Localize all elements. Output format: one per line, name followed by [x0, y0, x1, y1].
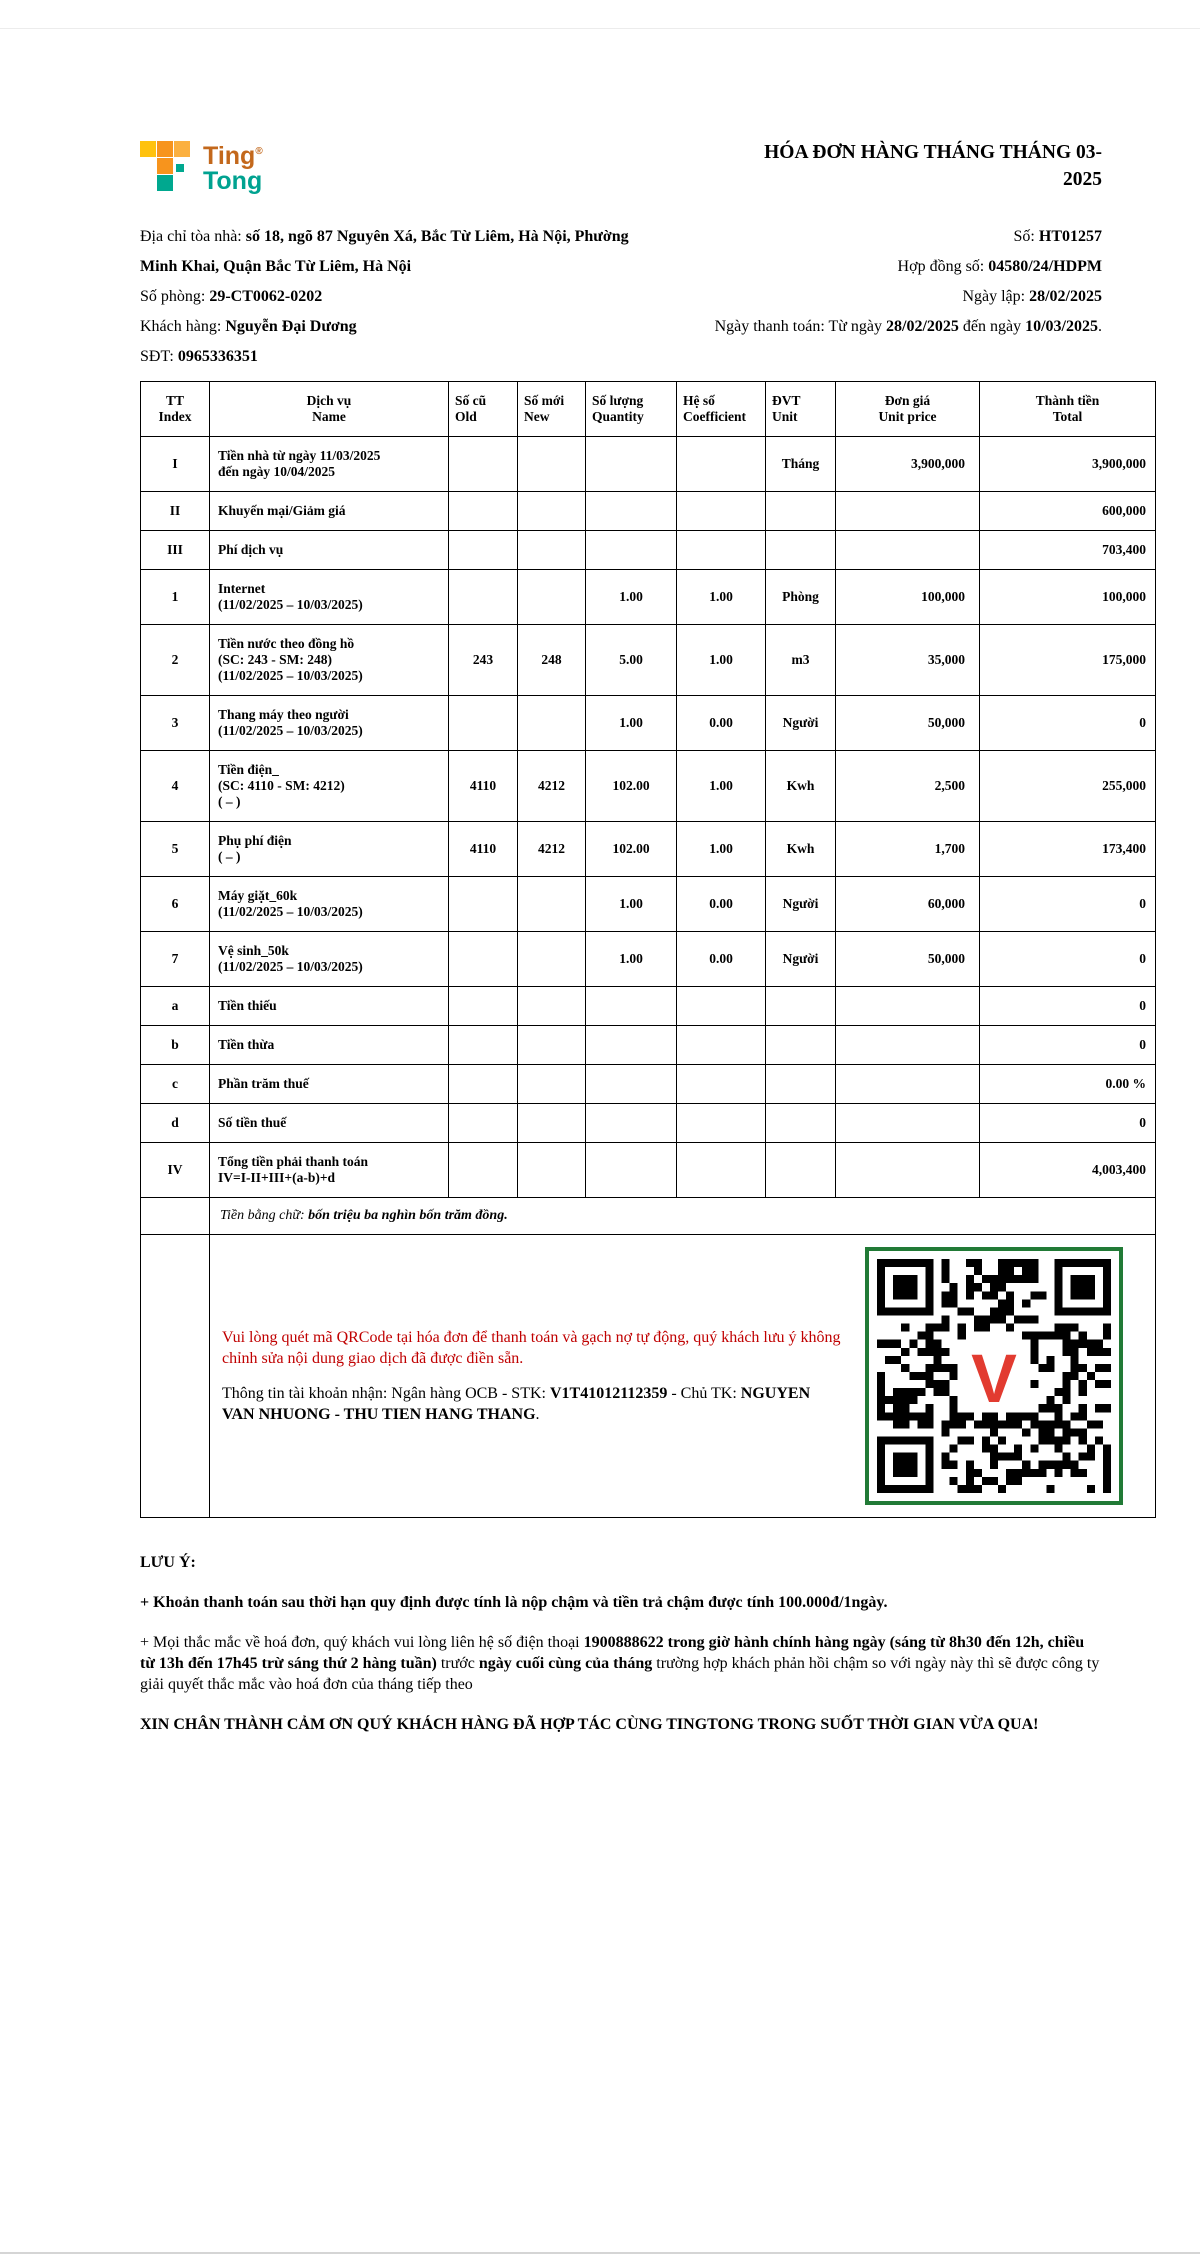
unit: Kwh [766, 751, 836, 822]
empty-index-cell [141, 1198, 210, 1235]
new-reading [518, 987, 586, 1026]
service-name: Tiền nhà từ ngày 11/03/2025 đến ngày 10/04/2025 [210, 437, 449, 492]
quantity: 102.00 [586, 751, 677, 822]
service-name: Tiền thiếu [210, 987, 449, 1026]
customer-info [140, 222, 645, 372]
thank-you-message: XIN CHÂN THÀNH CẢM ƠN QUÝ KHÁCH HÀNG ĐÃ HỢP TÁC CÙNG TINGTONG TRONG SUỐT THỜI GIAN VỪA QUA! [140, 1716, 1039, 1733]
quantity [586, 531, 677, 570]
row-index: II [141, 492, 210, 531]
logo-pixel [140, 141, 156, 157]
old-reading [449, 987, 518, 1026]
service-name: Tiền điện_ (SC: 4110 - SM: 4212) ( – ) [210, 751, 449, 822]
row-index: 4 [141, 751, 210, 822]
service-name: Vệ sinh_50k (11/02/2025 – 10/03/2025) [210, 932, 449, 987]
column-header: Số mới New [518, 382, 586, 437]
unit-price: 100,000 [836, 570, 980, 625]
coefficient: 1.00 [677, 625, 766, 696]
old-reading [449, 531, 518, 570]
unit-price: 2,500 [836, 751, 980, 822]
table-row [141, 751, 1156, 822]
logo-ting-line: Ting® [203, 142, 263, 170]
unit: m3 [766, 625, 836, 696]
unit-price: 60,000 [836, 877, 980, 932]
new-reading [518, 1065, 586, 1104]
amount-in-words-row [141, 1198, 1156, 1235]
building-address: Địa chỉ tòa nhà: số 18, ngõ 87 Nguyên Xá, Bắc Từ Liêm, Hà Nội, Phường Minh Khai, Quận Bắc Từ Liêm, Hà Nội [140, 228, 629, 275]
table-row [141, 1065, 1156, 1104]
table-row [141, 625, 1156, 696]
row-total: 703,400 [980, 531, 1156, 570]
coefficient [677, 1065, 766, 1104]
page-bottom-edge [0, 2252, 1200, 2254]
notes-heading: LƯU Ý: [140, 1554, 196, 1571]
new-reading [518, 932, 586, 987]
service-name: Máy giặt_60k (11/02/2025 – 10/03/2025) [210, 877, 449, 932]
customer-phone: SĐT: 0965336351 [140, 348, 258, 365]
document-header [140, 137, 1102, 194]
tingtong-logo-icon [140, 137, 196, 193]
new-reading [518, 696, 586, 751]
quantity: 1.00 [586, 696, 677, 751]
row-index: IV [141, 1143, 210, 1198]
row-index: 5 [141, 822, 210, 877]
payment-instructions [222, 1327, 846, 1425]
unit-price [836, 531, 980, 570]
invoice-title: HÓA ĐƠN HÀNG THÁNG THÁNG 03- 2025 [764, 142, 1102, 190]
coefficient [677, 987, 766, 1026]
quantity: 1.00 [586, 570, 677, 625]
unit [766, 1026, 836, 1065]
row-total: 0 [980, 932, 1156, 987]
row-index: 1 [141, 570, 210, 625]
qr-row [141, 1235, 1156, 1518]
row-total: 0 [980, 1026, 1156, 1065]
table-row [141, 1143, 1156, 1198]
quantity: 1.00 [586, 932, 677, 987]
old-reading [449, 696, 518, 751]
column-header: Dịch vụ Name [210, 382, 449, 437]
service-name: Internet (11/02/2025 – 10/03/2025) [210, 570, 449, 625]
old-reading [449, 1065, 518, 1104]
old-reading: 4110 [449, 822, 518, 877]
coefficient: 0.00 [677, 877, 766, 932]
old-reading [449, 932, 518, 987]
service-name: Phụ phí điện ( – ) [210, 822, 449, 877]
quantity [586, 492, 677, 531]
old-reading [449, 492, 518, 531]
room-number: Số phòng: 29-CT0062-0202 [140, 288, 323, 305]
qr-notice-text: Vui lòng quét mã QRCode tại hóa đơn để thanh toán và gạch nợ tự động, quý khách lưu ý không chỉnh sửa nội dung giao dịch đã được điền sẵn. [222, 1329, 841, 1367]
coefficient [677, 1026, 766, 1065]
invoice-number: Số: HT01257 [1013, 228, 1102, 245]
new-reading [518, 1104, 586, 1143]
unit: Người [766, 696, 836, 751]
coefficient [677, 492, 766, 531]
unit-price: 35,000 [836, 625, 980, 696]
row-total: 100,000 [980, 570, 1156, 625]
tingtong-wordmark [203, 139, 263, 194]
service-name: Số tiền thuế [210, 1104, 449, 1143]
old-reading [449, 437, 518, 492]
column-header: Hệ số Coefficient [677, 382, 766, 437]
row-index: I [141, 437, 210, 492]
row-index: III [141, 531, 210, 570]
coefficient: 1.00 [677, 822, 766, 877]
quantity [586, 1143, 677, 1198]
row-total: 0 [980, 1104, 1156, 1143]
service-name: Tiền thừa [210, 1026, 449, 1065]
row-index: 6 [141, 877, 210, 932]
coefficient: 1.00 [677, 751, 766, 822]
row-total: 0 [980, 696, 1156, 751]
quantity [586, 1065, 677, 1104]
logo-pixel [157, 141, 173, 157]
new-reading: 4212 [518, 822, 586, 877]
unit: Tháng [766, 437, 836, 492]
coefficient [677, 1143, 766, 1198]
tingtong-logo [140, 137, 263, 194]
row-index: 2 [141, 625, 210, 696]
unit-price [836, 987, 980, 1026]
service-name: Khuyến mại/Giảm giá [210, 492, 449, 531]
logo-pixel [174, 141, 190, 157]
coefficient [677, 1104, 766, 1143]
quantity [586, 1104, 677, 1143]
coefficient [677, 531, 766, 570]
old-reading: 4110 [449, 751, 518, 822]
table-row [141, 696, 1156, 751]
table-row [141, 932, 1156, 987]
table-row [141, 877, 1156, 932]
hotline-note: + Mọi thắc mắc về hoá đơn, quý khách vui lòng liên hệ số điện thoại 1900888622 trong giờ hành chính hàng ngày (sáng từ 8h30 đến 12h, chiều từ 13h đến 17h45 trừ sáng thứ 2 hàng tuần) trước ngày cuối cùng của tháng trường hợp khách phản hồi chậm so với ngày này thì sẽ được công ty giải quyết thắc mắc vào hoá đơn của tháng tiếp theo [140, 1634, 1100, 1693]
bank-account-info: Thông tin tài khoản nhận: Ngân hàng OCB - STK: V1T41012112359 - Chủ TK: NGUYEN VAN NHUONG - THU TIEN HANG THANG. [222, 1385, 811, 1423]
unit-price [836, 1026, 980, 1065]
svg-text:V: V [971, 1339, 1017, 1417]
logo-tong-line: Tong [203, 167, 263, 195]
row-index: b [141, 1026, 210, 1065]
table-header-row [141, 382, 1156, 437]
column-header: Thành tiền Total [980, 382, 1156, 437]
old-reading [449, 1143, 518, 1198]
new-reading [518, 570, 586, 625]
payment-period: Ngày thanh toán: Từ ngày 28/02/2025 đến ngày 10/03/2025. [714, 318, 1102, 335]
table-row [141, 1104, 1156, 1143]
contract-number: Hợp đồng số: 04580/24/HDPM [897, 258, 1102, 275]
table-row [141, 570, 1156, 625]
quantity [586, 437, 677, 492]
new-reading: 248 [518, 625, 586, 696]
row-total: 173,400 [980, 822, 1156, 877]
new-reading [518, 437, 586, 492]
column-header: Đơn giá Unit price [836, 382, 980, 437]
row-total: 0.00 % [980, 1065, 1156, 1104]
unit: Phòng [766, 570, 836, 625]
column-header: TT Index [141, 382, 210, 437]
old-reading: 243 [449, 625, 518, 696]
new-reading [518, 492, 586, 531]
quantity: 102.00 [586, 822, 677, 877]
quantity [586, 1026, 677, 1065]
row-index: 3 [141, 696, 210, 751]
amount-in-words: Tiền bằng chữ: bốn triệu ba nghìn bốn trăm đồng. [210, 1198, 1156, 1235]
column-header: Số cũ Old [449, 382, 518, 437]
empty-index-cell [141, 1235, 210, 1518]
unit-price: 50,000 [836, 932, 980, 987]
row-total: 4,003,400 [980, 1143, 1156, 1198]
column-header: Số lượng Quantity [586, 382, 677, 437]
new-reading: 4212 [518, 751, 586, 822]
row-total: 0 [980, 987, 1156, 1026]
unit-price [836, 1143, 980, 1198]
column-header: ĐVT Unit [766, 382, 836, 437]
unit: Kwh [766, 822, 836, 877]
old-reading [449, 570, 518, 625]
invoice-info [140, 222, 1102, 372]
coefficient [677, 437, 766, 492]
old-reading [449, 1026, 518, 1065]
row-index: c [141, 1065, 210, 1104]
table-row [141, 437, 1156, 492]
service-name: Tổng tiền phải thanh toán IV=I-II+III+(a-b)+d [210, 1143, 449, 1198]
logo-pixel [176, 164, 184, 172]
logo-pixel [157, 158, 173, 174]
unit [766, 1065, 836, 1104]
row-index: a [141, 987, 210, 1026]
table-row [141, 1026, 1156, 1065]
row-index: 7 [141, 932, 210, 987]
service-name: Thang máy theo người (11/02/2025 – 10/03/2025) [210, 696, 449, 751]
invoice-table [140, 381, 1156, 1518]
service-name: Tiền nước theo đồng hồ (SC: 243 - SM: 248) (11/02/2025 – 10/03/2025) [210, 625, 449, 696]
registered-mark: ® [255, 146, 263, 157]
service-name: Phí dịch vụ [210, 531, 449, 570]
unit-price [836, 1104, 980, 1143]
new-reading [518, 1143, 586, 1198]
late-payment-note: + Khoản thanh toán sau thời hạn quy định được tính là nộp chậm và tiền trả chậm được tính 100.000đ/1ngày. [140, 1594, 888, 1611]
new-reading [518, 877, 586, 932]
new-reading [518, 1026, 586, 1065]
table-row [141, 822, 1156, 877]
unit [766, 987, 836, 1026]
unit-price: 1,700 [836, 822, 980, 877]
invoice-meta [645, 222, 1102, 372]
quantity: 1.00 [586, 877, 677, 932]
issue-date: Ngày lập: 28/02/2025 [962, 288, 1102, 305]
quantity: 5.00 [586, 625, 677, 696]
table-row [141, 987, 1156, 1026]
row-total: 0 [980, 877, 1156, 932]
unit-price [836, 492, 980, 531]
old-reading [449, 877, 518, 932]
row-index: d [141, 1104, 210, 1143]
table-summary-section [141, 1198, 1156, 1518]
row-total: 600,000 [980, 492, 1156, 531]
footer-notes [140, 1552, 1102, 1735]
old-reading [449, 1104, 518, 1143]
invoice-rows [141, 437, 1156, 1198]
unit [766, 1143, 836, 1198]
coefficient: 1.00 [677, 570, 766, 625]
unit-price: 3,900,000 [836, 437, 980, 492]
service-name: Phần trăm thuế [210, 1065, 449, 1104]
unit [766, 531, 836, 570]
row-total: 255,000 [980, 751, 1156, 822]
table-row [141, 531, 1156, 570]
payment-qr-code [865, 1247, 1123, 1505]
unit: Người [766, 932, 836, 987]
new-reading [518, 531, 586, 570]
row-total: 3,900,000 [980, 437, 1156, 492]
row-total: 175,000 [980, 625, 1156, 696]
table-row [141, 492, 1156, 531]
unit: Người [766, 877, 836, 932]
quantity [586, 987, 677, 1026]
unit [766, 492, 836, 531]
unit-price [836, 1065, 980, 1104]
customer-name: Khách hàng: Nguyễn Đại Dương [140, 318, 357, 335]
coefficient: 0.00 [677, 932, 766, 987]
logo-pixel [157, 175, 173, 191]
unit [766, 1104, 836, 1143]
unit-price: 50,000 [836, 696, 980, 751]
coefficient: 0.00 [677, 696, 766, 751]
qr-payment-cell [210, 1235, 1156, 1518]
